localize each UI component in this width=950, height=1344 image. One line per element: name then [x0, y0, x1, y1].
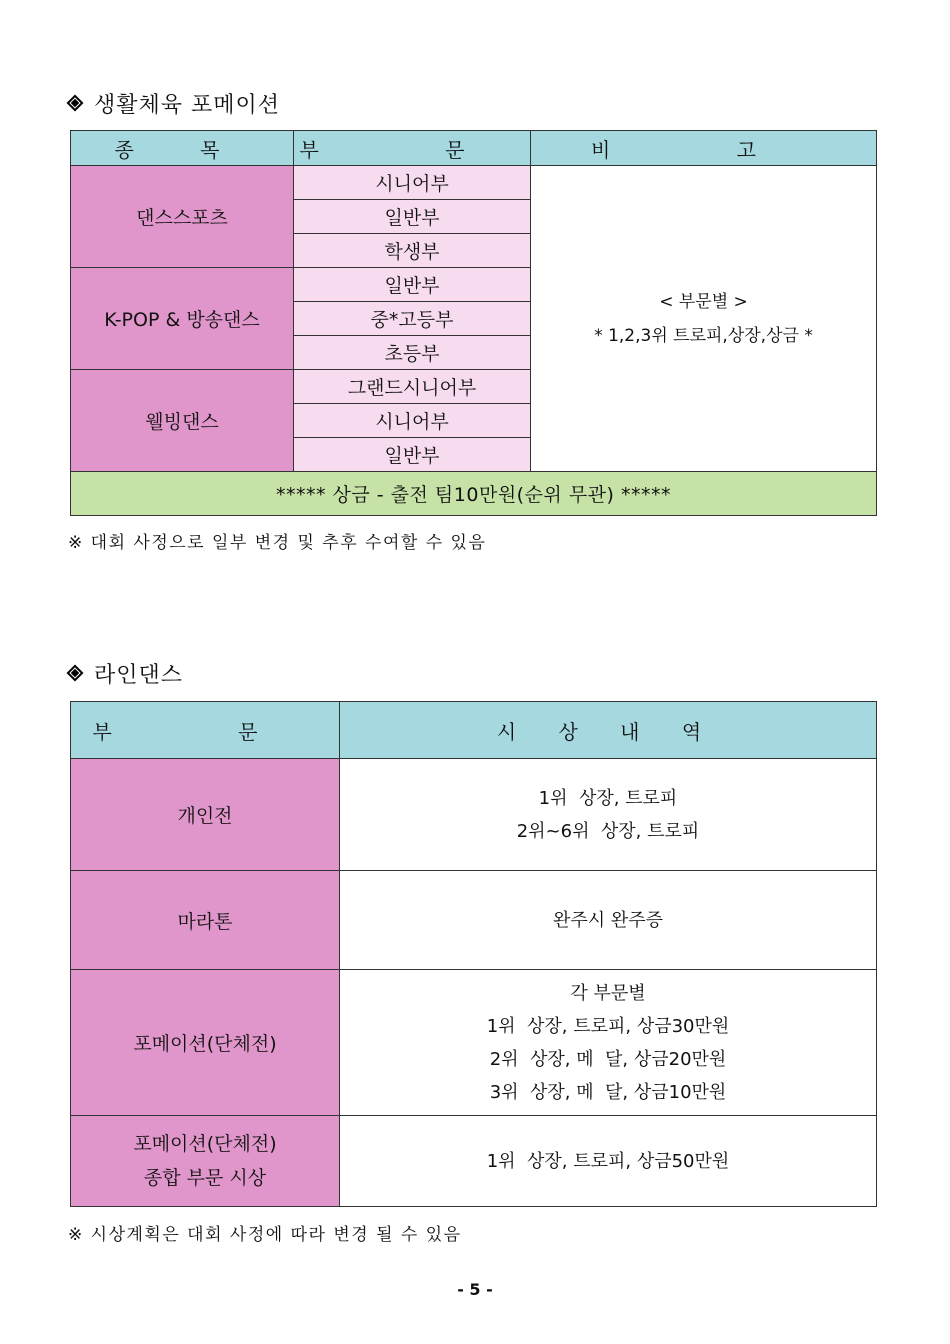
header-awards: 시 상 내 역: [340, 702, 877, 759]
section1-title: 생활체육 포메이션: [94, 93, 281, 118]
awards-cell: [340, 759, 877, 871]
division-cell: 학생부: [294, 234, 531, 268]
section2-footnote: ※ 시상계획은 대회 사정에 따라 변경 될 수 있음: [68, 1225, 462, 1245]
header-division: 부 문: [294, 131, 531, 166]
award-line: 각 부문별: [570, 982, 646, 1004]
header-division: 부 문: [71, 702, 340, 759]
division-cell: 일반부: [294, 438, 531, 472]
awards-cell: [340, 871, 877, 970]
division-cell: 일반부: [294, 200, 531, 234]
award-line: 3위 상장, 메 달, 상금10만원: [489, 1081, 727, 1103]
category-formation-overall: [71, 1116, 340, 1207]
prize-cell: ***** 상금 - 출전 팀10만원(순위 무관) *****: [71, 472, 877, 516]
division-cell: 일반부: [294, 268, 531, 302]
award-line: 1위 상장, 트로피, 상금50만원: [486, 1150, 730, 1172]
line-dance-table: [70, 701, 877, 1207]
division-cell: 초등부: [294, 336, 531, 370]
category-line: 종합 부문 시상: [143, 1167, 267, 1189]
remarks-line1: < 부문별 >: [659, 291, 748, 312]
category-marathon: 마라톤: [71, 871, 340, 970]
division-cell: 중*고등부: [294, 302, 531, 336]
award-line: 2위 상장, 메 달, 상금20만원: [489, 1048, 727, 1070]
division-cell: 그랜드시니어부: [294, 370, 531, 404]
prize-row: [71, 472, 877, 516]
header-remarks: 비 고: [531, 131, 877, 166]
table-row: [71, 871, 877, 970]
section2-title: 라인댄스: [94, 663, 184, 688]
award-line: 완주시 완주증: [552, 909, 664, 931]
awards-cell: [340, 1116, 877, 1207]
remarks-cell: [531, 166, 877, 472]
section2-heading: [68, 658, 183, 689]
section1-footnote: ※ 대회 사정으로 일부 변경 및 추후 수여할 수 있음: [68, 533, 487, 553]
page-number: - 5 -: [457, 1280, 493, 1299]
division-cell: 시니어부: [294, 404, 531, 438]
table-header-row: [71, 131, 877, 166]
table-row: [71, 166, 877, 200]
award-line: 1위 상장, 트로피: [538, 787, 678, 809]
table-row: [71, 1116, 877, 1207]
category-formation-team: 포메이션(단체전): [71, 970, 340, 1116]
section1-heading: [68, 88, 280, 119]
category-individual: 개인전: [71, 759, 340, 871]
remarks-line2: * 1,2,3위 트로피,상장,상금 *: [594, 325, 813, 346]
table-row: [71, 759, 877, 871]
awards-cell: [340, 970, 877, 1116]
category-line: 포메이션(단체전): [133, 1133, 277, 1155]
category-wellbeing: 웰빙댄스: [71, 370, 294, 472]
formation-table: [70, 130, 877, 516]
table-row: [71, 970, 877, 1116]
table-header-row: [71, 702, 877, 759]
award-line: 1위 상장, 트로피, 상금30만원: [486, 1015, 730, 1037]
diamond-bullet-icon: [68, 666, 84, 682]
category-kpop: K-POP & 방송댄스: [71, 268, 294, 370]
header-event: 종 목: [71, 131, 294, 166]
category-dancesport: 댄스스포츠: [71, 166, 294, 268]
award-line: 2위~6위 상장, 트로피: [516, 820, 700, 842]
diamond-bullet-icon: [68, 96, 84, 112]
division-cell: 시니어부: [294, 166, 531, 200]
